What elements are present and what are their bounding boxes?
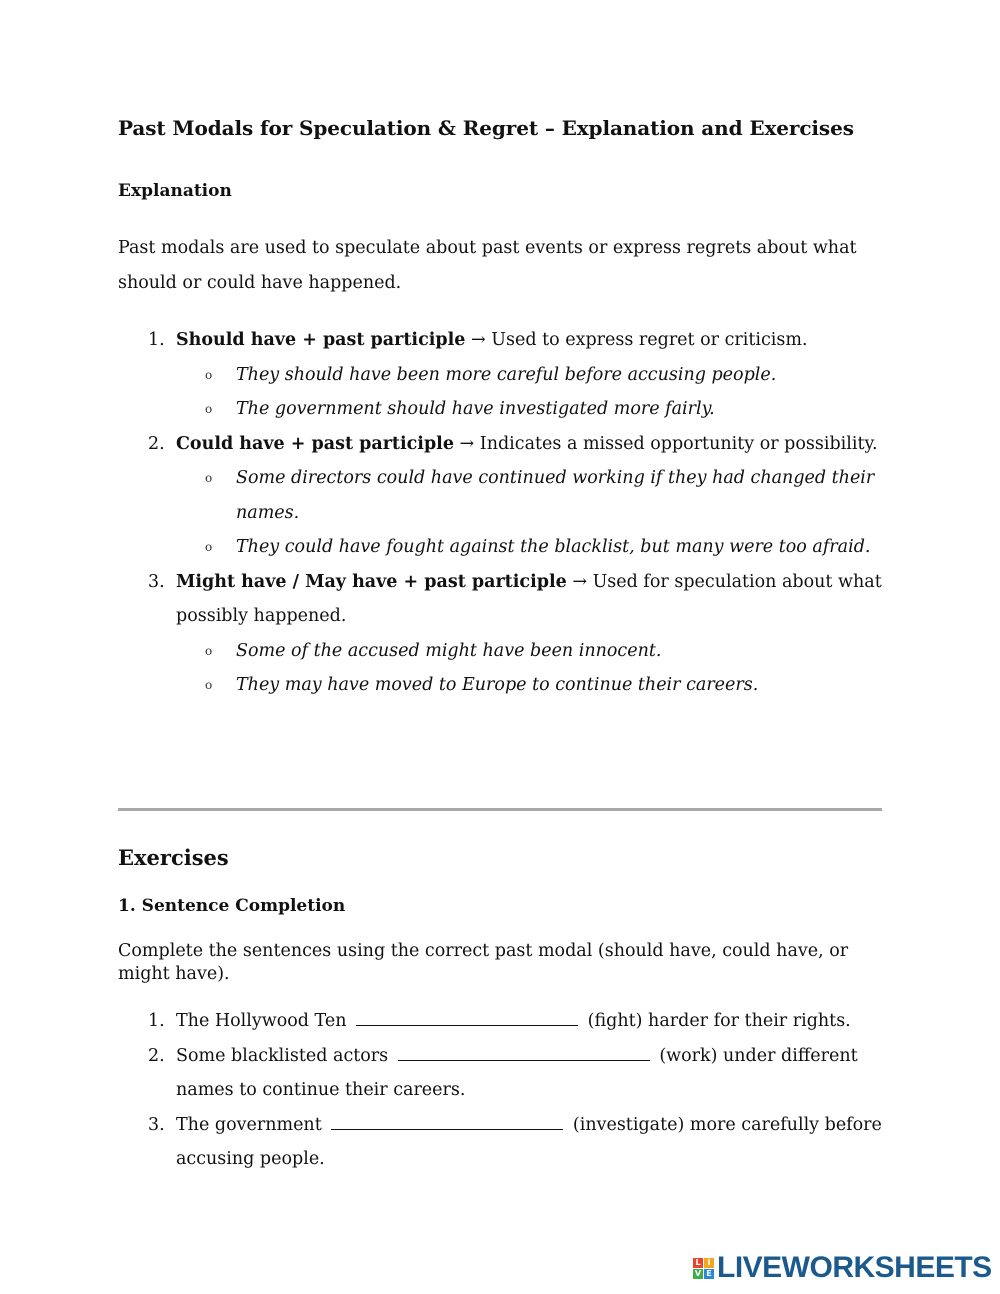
logo-text: LIVEWORKSHEETS xyxy=(717,1251,992,1284)
exercise-list xyxy=(118,1004,882,1177)
exercise-item xyxy=(118,1039,882,1108)
example-item xyxy=(176,461,882,530)
example-text: They should have been more careful before accusing people. xyxy=(236,364,777,385)
exercise-number: 3. xyxy=(148,1114,165,1135)
modal-description: Indicates a missed opportunity or possibility. xyxy=(479,433,878,454)
modal-item-should xyxy=(118,323,882,427)
modal-term: Might have / May have + past participle xyxy=(176,571,567,592)
exercise-hint: (fight) harder for their rights. xyxy=(587,1011,851,1031)
exercise-item xyxy=(118,1004,882,1039)
page-title: Past Modals for Speculation & Regret – Explanation and Exercises xyxy=(118,116,854,140)
exercises-heading: Exercises xyxy=(118,845,229,870)
exercise-number: 1. xyxy=(148,1011,165,1031)
arrow-icon: → xyxy=(470,330,486,350)
example-list xyxy=(176,358,882,427)
exercise-item xyxy=(118,1108,882,1177)
modal-term: Could have + past participle xyxy=(176,433,454,454)
exercise-prompt: The government xyxy=(176,1114,322,1135)
example-item xyxy=(176,634,882,669)
arrow-icon: → xyxy=(459,433,475,454)
exercise-number: 2. xyxy=(148,1045,165,1066)
modal-number: 3. xyxy=(148,571,165,592)
example-text: Some of the accused might have been innocent. xyxy=(236,640,662,661)
answer-blank[interactable] xyxy=(356,1009,578,1026)
example-list xyxy=(176,634,882,703)
modal-number: 2. xyxy=(148,433,165,454)
logo-icon-tile: I xyxy=(704,1258,714,1268)
bullet-icon: o xyxy=(205,367,213,382)
bullet-icon: o xyxy=(205,643,213,658)
answer-blank[interactable] xyxy=(398,1044,650,1061)
answer-blank[interactable] xyxy=(331,1113,563,1130)
liveworksheets-logo-icon xyxy=(693,1258,714,1279)
modal-list xyxy=(118,323,882,703)
example-text: The government should have investigated more fairly. xyxy=(236,399,715,419)
modal-description: Used for speculation about what possibly happened. xyxy=(176,571,882,626)
bullet-icon: o xyxy=(205,678,213,692)
bullet-icon: o xyxy=(205,471,213,485)
explanation-heading: Explanation xyxy=(118,181,232,201)
example-list xyxy=(176,461,882,565)
example-text: They could have fought against the blacklist, but many were too afraid. xyxy=(236,537,871,557)
exercise-prompt: Some blacklisted actors xyxy=(176,1045,389,1066)
section-divider xyxy=(118,808,882,811)
logo-icon-tile: L xyxy=(693,1258,703,1268)
bullet-icon: o xyxy=(205,402,213,416)
exercise-hint: (work) under different names to continue their careers. xyxy=(176,1045,858,1100)
logo-icon-tile: E xyxy=(704,1269,714,1279)
example-item xyxy=(176,358,882,393)
exercise-prompt: The Hollywood Ten xyxy=(176,1011,347,1031)
example-item xyxy=(176,668,882,703)
modal-item-might xyxy=(118,565,882,703)
logo-icon-tile: V xyxy=(694,1269,702,1278)
example-item xyxy=(176,530,882,565)
modal-number: 1. xyxy=(148,330,165,350)
liveworksheets-logo xyxy=(693,1253,992,1283)
example-text: They may have moved to Europe to continue their careers. xyxy=(236,675,759,695)
explanation-intro: Past modals are used to speculate about past events or express regrets about what should or could have happened. xyxy=(118,238,857,293)
modal-item-could xyxy=(118,427,882,565)
bullet-icon: o xyxy=(205,540,213,554)
exercise-instructions: Complete the sentences using the correct past modal (should have, could have, or might have). xyxy=(118,941,849,984)
sentence-completion-heading: 1. Sentence Completion xyxy=(118,896,346,916)
example-item xyxy=(176,392,882,427)
exercise-hint: (investigate) more carefully before accusing people. xyxy=(176,1114,882,1169)
modal-description: Used to express regret or criticism. xyxy=(491,330,808,350)
arrow-icon: → xyxy=(572,571,587,592)
example-text: Some directors could have continued working if they had changed their names. xyxy=(236,468,875,523)
modal-term: Should have + past participle xyxy=(176,330,466,350)
